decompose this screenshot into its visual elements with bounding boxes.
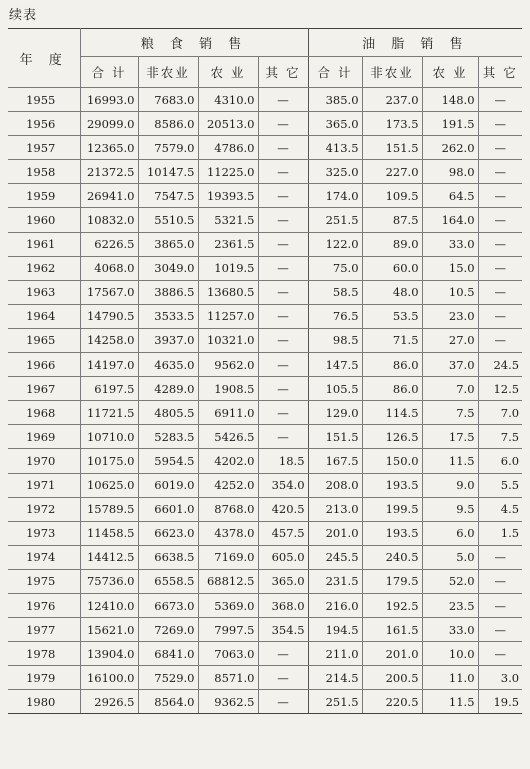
oil-nonagri-cell: 220.5	[362, 690, 422, 714]
year-cell: 1980	[8, 690, 80, 714]
year-cell: 1975	[8, 569, 80, 593]
table-caption: 续表	[9, 8, 38, 23]
year-cell: 1974	[8, 545, 80, 569]
grain-nonagri-cell: 3533.5	[138, 304, 198, 328]
grain-other-cell: 18.5	[258, 449, 308, 473]
grain-nonagri-cell: 6019.0	[138, 473, 198, 497]
oil-other-cell: 12.5	[478, 377, 522, 401]
table-row	[8, 377, 522, 401]
grain-agri-cell: 7997.5	[198, 618, 258, 642]
grain-total-cell: 10625.0	[80, 473, 138, 497]
grain-agri-cell: 1019.5	[198, 256, 258, 280]
oil-total-header: 合 计	[308, 57, 362, 88]
oil-nonagri-cell: 193.5	[362, 521, 422, 545]
oil-nonagri-cell: 60.0	[362, 256, 422, 280]
oil-nonagri-cell: 150.0	[362, 449, 422, 473]
grain-agri-cell: 7063.0	[198, 642, 258, 666]
table-row	[8, 497, 522, 521]
table-row	[8, 642, 522, 666]
grain-agri-cell: 1908.5	[198, 377, 258, 401]
table-row	[8, 88, 522, 112]
grain-other-cell: —	[258, 112, 308, 136]
grain-total-cell: 15789.5	[80, 497, 138, 521]
oil-nonagri-cell: 53.5	[362, 304, 422, 328]
year-cell: 1969	[8, 425, 80, 449]
oil-total-cell: 122.0	[308, 232, 362, 256]
oil-total-cell: 75.0	[308, 256, 362, 280]
oil-total-cell: 325.0	[308, 160, 362, 184]
oil-total-cell: 167.5	[308, 449, 362, 473]
oil-agri-cell: 6.0	[422, 521, 478, 545]
year-cell: 1979	[8, 666, 80, 690]
grain-other-cell: —	[258, 136, 308, 160]
oil-other-cell: —	[478, 136, 522, 160]
oil-total-cell: 98.5	[308, 328, 362, 352]
oil-other-cell: —	[478, 208, 522, 232]
grain-nonagri-cell: 5283.5	[138, 425, 198, 449]
table-row	[8, 304, 522, 328]
oil-nonagri-cell: 89.0	[362, 232, 422, 256]
oil-agri-cell: 27.0	[422, 328, 478, 352]
oil-nonagri-cell: 86.0	[362, 377, 422, 401]
oil-agri-cell: 11.5	[422, 690, 478, 714]
table-row	[8, 618, 522, 642]
oil-nonagri-cell: 199.5	[362, 497, 422, 521]
grain-other-cell: —	[258, 184, 308, 208]
grain-nonagri-cell: 10147.5	[138, 160, 198, 184]
oil-agri-cell: 262.0	[422, 136, 478, 160]
oil-other-cell: 3.0	[478, 666, 522, 690]
oil-agri-cell: 37.0	[422, 353, 478, 377]
year-cell: 1964	[8, 304, 80, 328]
grain-nonagri-cell: 3886.5	[138, 280, 198, 304]
grain-nonagri-header: 非农业	[138, 57, 198, 88]
oil-total-cell: 194.5	[308, 618, 362, 642]
table-row	[8, 473, 522, 497]
oil-total-cell: 76.5	[308, 304, 362, 328]
table-row	[8, 425, 522, 449]
grain-nonagri-cell: 7683.0	[138, 88, 198, 112]
oil-total-cell: 413.5	[308, 136, 362, 160]
oil-agri-cell: 11.0	[422, 666, 478, 690]
grain-other-cell: —	[258, 425, 308, 449]
oil-other-cell: —	[478, 88, 522, 112]
grain-agri-cell: 2361.5	[198, 232, 258, 256]
year-cell: 1966	[8, 353, 80, 377]
oil-total-cell: 208.0	[308, 473, 362, 497]
year-cell: 1971	[8, 473, 80, 497]
grain-other-cell: 354.5	[258, 618, 308, 642]
grain-other-cell: —	[258, 401, 308, 425]
oil-nonagri-cell: 193.5	[362, 473, 422, 497]
grain-total-cell: 14790.5	[80, 304, 138, 328]
oil-agri-cell: 11.5	[422, 449, 478, 473]
grain-total-cell: 4068.0	[80, 256, 138, 280]
oil-agri-cell: 9.0	[422, 473, 478, 497]
oil-total-cell: 216.0	[308, 593, 362, 617]
oil-total-cell: 201.0	[308, 521, 362, 545]
oil-agri-cell: 33.0	[422, 232, 478, 256]
year-header: 年 度	[8, 29, 80, 88]
year-cell: 1972	[8, 497, 80, 521]
grain-other-cell: 365.0	[258, 569, 308, 593]
grain-other-cell: —	[258, 666, 308, 690]
grain-agri-cell: 6911.0	[198, 401, 258, 425]
oil-agri-cell: 7.5	[422, 401, 478, 425]
year-cell: 1960	[8, 208, 80, 232]
year-cell: 1959	[8, 184, 80, 208]
table-row	[8, 160, 522, 184]
grain-agri-cell: 5369.0	[198, 593, 258, 617]
grain-nonagri-cell: 6558.5	[138, 569, 198, 593]
oil-agri-cell: 98.0	[422, 160, 478, 184]
year-cell: 1973	[8, 521, 80, 545]
oil-agri-cell: 164.0	[422, 208, 478, 232]
grain-nonagri-cell: 4289.0	[138, 377, 198, 401]
grain-agri-cell: 9362.5	[198, 690, 258, 714]
grain-other-cell: 368.0	[258, 593, 308, 617]
oil-nonagri-cell: 173.5	[362, 112, 422, 136]
grain-total-cell: 12365.0	[80, 136, 138, 160]
year-cell: 1968	[8, 401, 80, 425]
grain-nonagri-cell: 3865.0	[138, 232, 198, 256]
oil-nonagri-cell: 109.5	[362, 184, 422, 208]
oil-other-cell: —	[478, 280, 522, 304]
oil-other-cell: —	[478, 642, 522, 666]
grain-total-cell: 6197.5	[80, 377, 138, 401]
grain-agri-cell: 4202.0	[198, 449, 258, 473]
grain-agri-cell: 11225.0	[198, 160, 258, 184]
grain-other-cell: —	[258, 208, 308, 232]
oil-other-cell: 4.5	[478, 497, 522, 521]
oil-agri-cell: 17.5	[422, 425, 478, 449]
grain-total-cell: 75736.0	[80, 569, 138, 593]
oil-nonagri-cell: 151.5	[362, 136, 422, 160]
grain-total-cell: 11721.5	[80, 401, 138, 425]
oil-other-cell: 6.0	[478, 449, 522, 473]
grain-other-cell: —	[258, 377, 308, 401]
oil-nonagri-cell: 71.5	[362, 328, 422, 352]
oil-total-cell: 245.5	[308, 545, 362, 569]
table-row	[8, 401, 522, 425]
oil-sales-header: 油 脂 销 售	[308, 29, 522, 57]
oil-nonagri-cell: 48.0	[362, 280, 422, 304]
grain-nonagri-cell: 3049.0	[138, 256, 198, 280]
grain-total-cell: 17567.0	[80, 280, 138, 304]
grain-nonagri-cell: 6623.0	[138, 521, 198, 545]
oil-other-cell: 7.0	[478, 401, 522, 425]
table-row	[8, 690, 522, 714]
grain-nonagri-cell: 7579.0	[138, 136, 198, 160]
year-cell: 1978	[8, 642, 80, 666]
grain-agri-cell: 5321.5	[198, 208, 258, 232]
oil-agri-cell: 23.5	[422, 593, 478, 617]
grain-other-cell: —	[258, 353, 308, 377]
year-cell: 1961	[8, 232, 80, 256]
year-cell: 1977	[8, 618, 80, 642]
oil-agri-cell: 33.0	[422, 618, 478, 642]
grain-total-header: 合 计	[80, 57, 138, 88]
grain-nonagri-cell: 8586.0	[138, 112, 198, 136]
oil-total-cell: 213.0	[308, 497, 362, 521]
grain-agri-cell: 19393.5	[198, 184, 258, 208]
oil-other-cell: —	[478, 545, 522, 569]
grain-total-cell: 29099.0	[80, 112, 138, 136]
oil-total-cell: 151.5	[308, 425, 362, 449]
year-cell: 1976	[8, 593, 80, 617]
year-cell: 1963	[8, 280, 80, 304]
oil-nonagri-cell: 179.5	[362, 569, 422, 593]
year-cell: 1967	[8, 377, 80, 401]
oil-nonagri-cell: 126.5	[362, 425, 422, 449]
oil-other-cell: —	[478, 593, 522, 617]
grain-total-cell: 13904.0	[80, 642, 138, 666]
grain-other-cell: —	[258, 690, 308, 714]
oil-agri-cell: 10.0	[422, 642, 478, 666]
oil-other-cell: 5.5	[478, 473, 522, 497]
table-row	[8, 232, 522, 256]
table-row	[8, 521, 522, 545]
oil-nonagri-cell: 192.5	[362, 593, 422, 617]
oil-nonagri-cell: 161.5	[362, 618, 422, 642]
oil-nonagri-cell: 200.5	[362, 666, 422, 690]
grain-nonagri-cell: 5510.5	[138, 208, 198, 232]
oil-other-cell: —	[478, 256, 522, 280]
grain-total-cell: 15621.0	[80, 618, 138, 642]
oil-total-cell: 58.5	[308, 280, 362, 304]
table-row	[8, 136, 522, 160]
grain-nonagri-cell: 4805.5	[138, 401, 198, 425]
year-cell: 1962	[8, 256, 80, 280]
oil-other-header: 其 它	[478, 57, 522, 88]
grain-other-header: 其 它	[258, 57, 308, 88]
year-cell: 1956	[8, 112, 80, 136]
oil-nonagri-cell: 87.5	[362, 208, 422, 232]
grain-nonagri-cell: 6673.0	[138, 593, 198, 617]
grain-agri-cell: 4378.0	[198, 521, 258, 545]
grain-other-cell: —	[258, 232, 308, 256]
grain-nonagri-cell: 7547.5	[138, 184, 198, 208]
grain-nonagri-cell: 6841.0	[138, 642, 198, 666]
table-row	[8, 280, 522, 304]
grain-other-cell: —	[258, 256, 308, 280]
oil-agri-cell: 10.5	[422, 280, 478, 304]
oil-other-cell: —	[478, 112, 522, 136]
grain-nonagri-cell: 8564.0	[138, 690, 198, 714]
grain-other-cell: 605.0	[258, 545, 308, 569]
year-cell: 1965	[8, 328, 80, 352]
grain-agri-cell: 4252.0	[198, 473, 258, 497]
oil-total-cell: 214.5	[308, 666, 362, 690]
table-row	[8, 184, 522, 208]
grain-agri-cell: 13680.5	[198, 280, 258, 304]
grain-agri-cell: 9562.0	[198, 353, 258, 377]
grain-total-cell: 21372.5	[80, 160, 138, 184]
oil-total-cell: 385.0	[308, 88, 362, 112]
grain-agri-cell: 7169.0	[198, 545, 258, 569]
grain-other-cell: 354.0	[258, 473, 308, 497]
oil-total-cell: 251.5	[308, 208, 362, 232]
table-body	[8, 88, 522, 714]
grain-agri-cell: 68812.5	[198, 569, 258, 593]
grain-nonagri-cell: 3937.0	[138, 328, 198, 352]
grain-other-cell: —	[258, 88, 308, 112]
grain-total-cell: 26941.0	[80, 184, 138, 208]
grain-other-cell: —	[258, 160, 308, 184]
oil-nonagri-cell: 240.5	[362, 545, 422, 569]
grain-agri-cell: 8768.0	[198, 497, 258, 521]
grain-agri-cell: 5426.5	[198, 425, 258, 449]
oil-nonagri-cell: 114.5	[362, 401, 422, 425]
oil-nonagri-cell: 201.0	[362, 642, 422, 666]
grain-total-cell: 10832.0	[80, 208, 138, 232]
grain-other-cell: —	[258, 280, 308, 304]
grain-agri-cell: 11257.0	[198, 304, 258, 328]
oil-other-cell: —	[478, 304, 522, 328]
year-cell: 1970	[8, 449, 80, 473]
oil-agri-cell: 191.5	[422, 112, 478, 136]
oil-agri-cell: 15.0	[422, 256, 478, 280]
grain-other-cell: 457.5	[258, 521, 308, 545]
table-row	[8, 593, 522, 617]
grain-other-cell: —	[258, 642, 308, 666]
grain-total-cell: 16100.0	[80, 666, 138, 690]
grain-sales-header: 粮 食 销 售	[80, 29, 308, 57]
grain-total-cell: 10710.0	[80, 425, 138, 449]
oil-total-cell: 251.5	[308, 690, 362, 714]
oil-agri-cell: 23.0	[422, 304, 478, 328]
grain-agri-cell: 20513.0	[198, 112, 258, 136]
grain-total-cell: 10175.0	[80, 449, 138, 473]
year-cell: 1958	[8, 160, 80, 184]
table-row	[8, 112, 522, 136]
grain-total-cell: 2926.5	[80, 690, 138, 714]
grain-total-cell: 11458.5	[80, 521, 138, 545]
table-row	[8, 569, 522, 593]
table-row	[8, 328, 522, 352]
sales-table	[8, 28, 522, 714]
grain-agri-cell: 4310.0	[198, 88, 258, 112]
grain-total-cell: 12410.0	[80, 593, 138, 617]
table-row	[8, 666, 522, 690]
table-row	[8, 208, 522, 232]
grain-agri-cell: 10321.0	[198, 328, 258, 352]
grain-agri-header: 农 业	[198, 57, 258, 88]
grain-agri-cell: 8571.0	[198, 666, 258, 690]
grain-nonagri-cell: 4635.0	[138, 353, 198, 377]
table-row	[8, 353, 522, 377]
oil-agri-cell: 5.0	[422, 545, 478, 569]
oil-other-cell: 7.5	[478, 425, 522, 449]
oil-other-cell: —	[478, 618, 522, 642]
oil-agri-cell: 64.5	[422, 184, 478, 208]
year-cell: 1957	[8, 136, 80, 160]
grain-nonagri-cell: 5954.5	[138, 449, 198, 473]
grain-agri-cell: 4786.0	[198, 136, 258, 160]
oil-other-cell: 24.5	[478, 353, 522, 377]
oil-other-cell: —	[478, 232, 522, 256]
grain-total-cell: 6226.5	[80, 232, 138, 256]
oil-other-cell: —	[478, 160, 522, 184]
grain-total-cell: 14412.5	[80, 545, 138, 569]
grain-nonagri-cell: 6601.0	[138, 497, 198, 521]
oil-other-cell: 1.5	[478, 521, 522, 545]
oil-agri-header: 农 业	[422, 57, 478, 88]
table-row	[8, 256, 522, 280]
grain-nonagri-cell: 7529.0	[138, 666, 198, 690]
oil-nonagri-cell: 86.0	[362, 353, 422, 377]
grain-nonagri-cell: 6638.5	[138, 545, 198, 569]
oil-agri-cell: 148.0	[422, 88, 478, 112]
oil-nonagri-cell: 227.0	[362, 160, 422, 184]
oil-other-cell: —	[478, 328, 522, 352]
oil-total-cell: 147.5	[308, 353, 362, 377]
oil-total-cell: 231.5	[308, 569, 362, 593]
year-cell: 1955	[8, 88, 80, 112]
grain-other-cell: 420.5	[258, 497, 308, 521]
oil-total-cell: 129.0	[308, 401, 362, 425]
oil-nonagri-header: 非农业	[362, 57, 422, 88]
oil-total-cell: 105.5	[308, 377, 362, 401]
grain-total-cell: 16993.0	[80, 88, 138, 112]
table-row	[8, 449, 522, 473]
oil-total-cell: 365.0	[308, 112, 362, 136]
oil-agri-cell: 9.5	[422, 497, 478, 521]
oil-total-cell: 211.0	[308, 642, 362, 666]
grain-other-cell: —	[258, 304, 308, 328]
grain-other-cell: —	[258, 328, 308, 352]
oil-other-cell: 19.5	[478, 690, 522, 714]
oil-agri-cell: 7.0	[422, 377, 478, 401]
oil-other-cell: —	[478, 569, 522, 593]
table-row	[8, 545, 522, 569]
oil-nonagri-cell: 237.0	[362, 88, 422, 112]
oil-agri-cell: 52.0	[422, 569, 478, 593]
oil-total-cell: 174.0	[308, 184, 362, 208]
grain-total-cell: 14197.0	[80, 353, 138, 377]
oil-other-cell: —	[478, 184, 522, 208]
grain-total-cell: 14258.0	[80, 328, 138, 352]
grain-nonagri-cell: 7269.0	[138, 618, 198, 642]
